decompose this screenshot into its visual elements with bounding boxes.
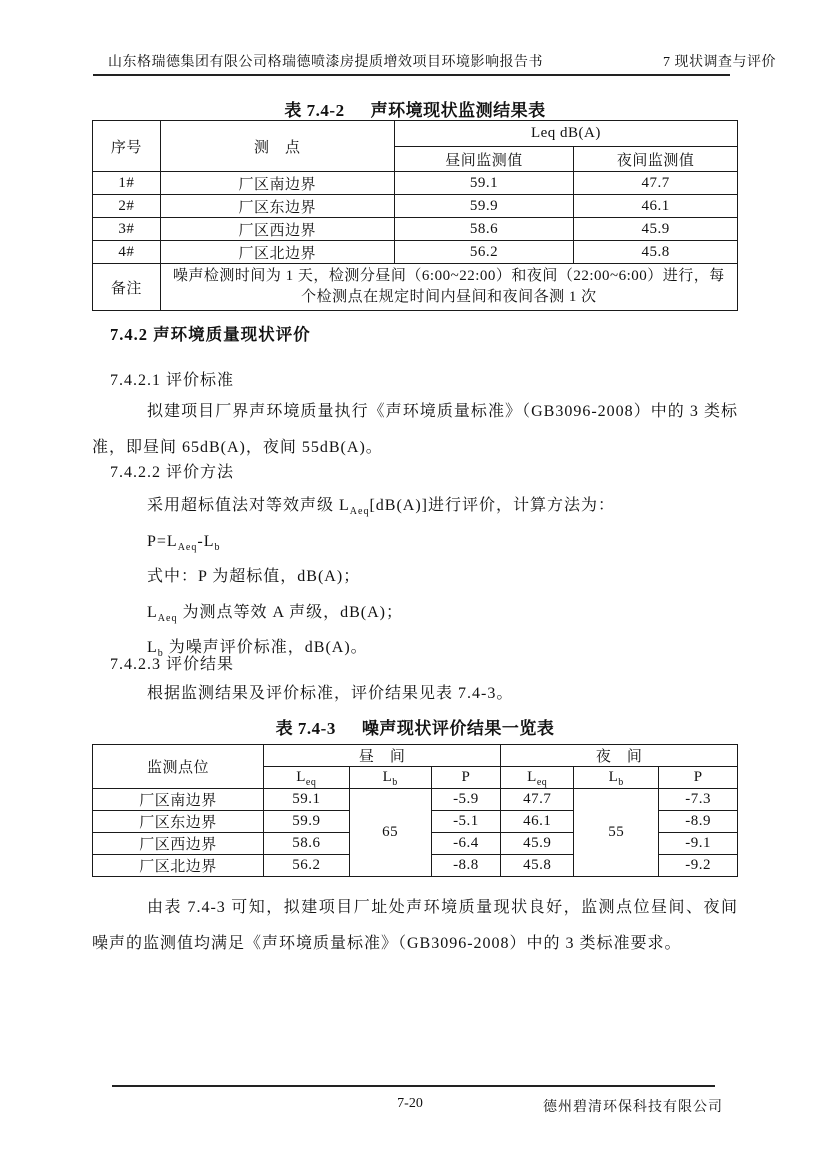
- footer-company: 德州碧清环保科技有限公司: [543, 1100, 723, 1115]
- day-p-header: P: [431, 767, 501, 789]
- table1-caption-label: 表 7.4-2: [284, 101, 345, 120]
- paragraph-result-intro: 根据监测结果及评价标准，评价结果见表 7.4-3。: [147, 685, 514, 702]
- table-row: [93, 195, 738, 218]
- night-p-header: P: [659, 767, 738, 789]
- table-row: [93, 172, 738, 195]
- row-night-p: -7.3: [659, 789, 738, 811]
- header-report-title: 山东格瑞德集团有限公司格瑞德喷漆房提质增效项目环境影响报告书: [108, 55, 543, 70]
- row-day-value: 56.2: [394, 241, 573, 264]
- row-day-p: -5.1: [431, 811, 501, 833]
- row-seq: 1#: [93, 172, 161, 195]
- table2-caption: [92, 714, 738, 739]
- row-day-leq: 56.2: [263, 855, 349, 877]
- paragraph-standard: 拟建项目厂界声环境质量执行《声环境质量标准》（GB3096-2008）中的 3 类标准，即昼间 65dB(A)，夜间 55dB(A)。: [92, 403, 738, 456]
- row-night-value: 47.7: [574, 172, 738, 195]
- laeq-subscript: Aeq: [349, 506, 370, 518]
- row-point: 厂区西边界: [93, 833, 264, 855]
- formula-line: [147, 524, 747, 560]
- row-day-value: 59.9: [394, 195, 573, 218]
- row-night-leq: 45.8: [501, 855, 574, 877]
- row-day-p: -5.9: [431, 789, 501, 811]
- row-point: 厂区南边界: [160, 172, 394, 195]
- method-intro-line: [147, 488, 747, 524]
- row-day-value: 59.1: [394, 172, 573, 195]
- row-day-p: -8.8: [431, 855, 501, 877]
- row-point: 厂区北边界: [160, 241, 394, 264]
- row-night-value: 46.1: [574, 195, 738, 218]
- row-night-p: -9.2: [659, 855, 738, 877]
- laeq-base: L: [147, 603, 158, 621]
- row-night-value: 45.8: [574, 241, 738, 264]
- table2-point-header: 监测点位: [93, 745, 264, 789]
- row-night-p: -9.1: [659, 833, 738, 855]
- leq-subscript: eq: [536, 777, 548, 788]
- table1-leq-header: Leq dB(A): [394, 121, 737, 147]
- method-intro-post: [dB(A)]进行评价，计算方法为：: [369, 497, 615, 514]
- section-7422-heading: 7.4.2.2 评价方法: [110, 464, 235, 481]
- row-point: 厂区西边界: [160, 218, 394, 241]
- table1-caption-title: 声环境现状监测结果表: [370, 101, 546, 120]
- row-night-leq: 45.9: [501, 833, 574, 855]
- lb-subscript: b: [392, 777, 398, 788]
- section-742-heading: 7.4.2 声环境质量现状评价: [110, 325, 311, 344]
- leq-base: L: [296, 769, 306, 785]
- header-rule: [93, 74, 730, 76]
- note-label: 备注: [93, 264, 161, 311]
- section-7423-heading: 7.4.2.3 评价结果: [110, 656, 235, 673]
- row-day-leq: 59.1: [263, 789, 349, 811]
- table2-header-row-1: [93, 745, 738, 767]
- formula-def-laeq: [147, 595, 747, 631]
- table2-caption-title: 噪声现状评价结果一览表: [361, 719, 555, 738]
- laeq-definition-text: 为测点等效 A 声级，dB(A)；: [177, 603, 404, 621]
- night-leq-header: [501, 767, 574, 789]
- lb-subscript: b: [157, 648, 164, 660]
- lb-definition-text: 为噪声评价标准，dB(A)。: [163, 639, 368, 656]
- row-day-value: 58.6: [394, 218, 573, 241]
- night-standard-cell: 55: [574, 789, 659, 877]
- row-night-value: 45.9: [574, 218, 738, 241]
- paragraph-conclusion: 由表 7.4-3 可知，拟建项目厂址处声环境质量现状良好，监测点位昼间、夜间噪声的监测值均满足《声环境质量标准》（GB3096-2008）中的 3 类标准要求。: [92, 899, 738, 952]
- row-seq: 4#: [93, 241, 161, 264]
- table-row: [93, 789, 738, 811]
- lb-base: L: [147, 639, 158, 656]
- table1-day-header: 昼间监测值: [394, 147, 573, 172]
- section-7421-heading: 7.4.2.1 评价标准: [110, 372, 235, 389]
- table2-caption-label: 表 7.4-3: [275, 719, 336, 738]
- page-header: [108, 51, 776, 71]
- formula-def-lb: [147, 630, 747, 666]
- table1-note-row: [93, 264, 738, 311]
- day-standard-cell: 65: [349, 789, 431, 877]
- table1-header-row-1: [93, 121, 738, 147]
- formula-part-2: -L: [197, 532, 215, 550]
- header-chapter-title: 7 现状调查与评价: [663, 55, 776, 70]
- table1-point-header: 测 点: [160, 121, 394, 172]
- formula-part-1: P=L: [147, 532, 178, 550]
- row-point: 厂区北边界: [93, 855, 264, 877]
- lb-base: L: [382, 769, 393, 785]
- laeq-subscript: Aeq: [157, 612, 178, 624]
- laeq-subscript: Aeq: [177, 541, 198, 553]
- row-seq: 3#: [93, 218, 161, 241]
- row-night-p: -8.9: [659, 811, 738, 833]
- night-lb-header: [574, 767, 659, 789]
- leq-base: L: [527, 769, 537, 785]
- table1-seq-header: 序号: [93, 121, 161, 172]
- table-row: [93, 241, 738, 264]
- row-day-leq: 59.9: [263, 811, 349, 833]
- noise-monitoring-table: [92, 120, 738, 311]
- day-leq-header: [263, 767, 349, 789]
- evaluation-method-block: [147, 488, 747, 666]
- lb-base: L: [608, 769, 619, 785]
- day-lb-header: [349, 767, 431, 789]
- table1-night-header: 夜间监测值: [574, 147, 738, 172]
- row-day-leq: 58.6: [263, 833, 349, 855]
- table-row: [93, 218, 738, 241]
- row-point: 厂区东边界: [93, 811, 264, 833]
- row-night-leq: 47.7: [501, 789, 574, 811]
- row-day-p: -6.4: [431, 833, 501, 855]
- row-point: 厂区南边界: [93, 789, 264, 811]
- row-point: 厂区东边界: [160, 195, 394, 218]
- row-seq: 2#: [93, 195, 161, 218]
- table1-caption: [92, 96, 738, 121]
- note-text: 噪声检测时间为 1 天，检测分昼间（6:00~22:00）和夜间（22:00~6:00）进行，每个检测点在规定时间内昼间和夜间各测 1 次: [160, 264, 737, 311]
- footer-rule: [112, 1085, 715, 1087]
- leq-subscript: eq: [305, 777, 317, 788]
- formula-def-p: 式中：P 为超标值，dB(A)；: [147, 568, 361, 585]
- table2-night-group-header: 夜 间: [501, 745, 738, 767]
- page-number: 7-20: [397, 1096, 423, 1111]
- row-night-leq: 46.1: [501, 811, 574, 833]
- method-intro-pre: 采用超标值法对等效声级 L: [147, 497, 350, 514]
- lb-subscript: b: [214, 541, 221, 553]
- table2-day-group-header: 昼 间: [263, 745, 500, 767]
- noise-evaluation-table: [92, 744, 738, 877]
- lb-subscript: b: [618, 777, 624, 788]
